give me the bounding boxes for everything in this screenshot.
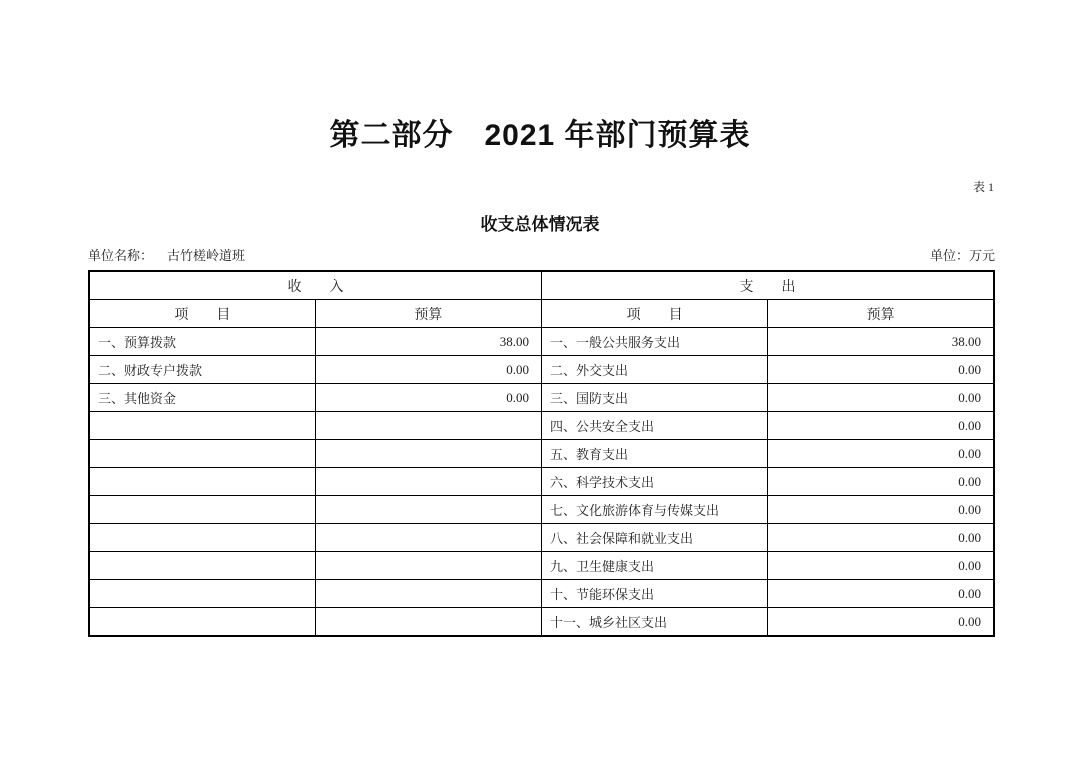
income-item-cell [89, 412, 315, 440]
table-number-label: 表 1 [972, 180, 994, 194]
table-row [89, 580, 994, 608]
unit-name-value: 古竹槎岭道班 [167, 248, 246, 263]
income-item-header: 项 目 [89, 300, 315, 328]
table-row [89, 468, 994, 496]
column-header-row [89, 300, 994, 328]
table-row [89, 608, 994, 637]
income-item-cell: 二、财政专户拨款 [89, 356, 315, 384]
income-budget-cell [315, 496, 541, 524]
expense-item-cell: 八、社会保障和就业支出 [542, 524, 768, 552]
expense-item-cell: 一、一般公共服务支出 [542, 328, 768, 356]
section-header-row [89, 271, 994, 300]
income-budget-cell [315, 524, 541, 552]
income-budget-cell: 0.00 [315, 356, 541, 384]
expense-item-cell: 五、教育支出 [542, 440, 768, 468]
expense-item-cell: 四、公共安全支出 [542, 412, 768, 440]
income-budget-cell [315, 552, 541, 580]
income-item-cell: 三、其他资金 [89, 384, 315, 412]
income-item-cell [89, 608, 315, 637]
expense-item-cell: 十一、城乡社区支出 [542, 608, 768, 637]
budget-table-body [89, 328, 994, 637]
table-row [89, 356, 994, 384]
income-item-cell [89, 552, 315, 580]
page-title: 第二部分 2021 年部门预算表 [329, 119, 751, 152]
table-title: 收支总体情况表 [480, 215, 600, 234]
table-meta-row [88, 245, 995, 264]
unit-name-label: 单位名称： [88, 248, 154, 263]
income-budget-cell [315, 608, 541, 637]
table-row [89, 412, 994, 440]
income-budget-cell [315, 440, 541, 468]
income-item-cell [89, 440, 315, 468]
income-budget-cell: 0.00 [315, 384, 541, 412]
table-row [89, 496, 994, 524]
expense-budget-cell: 0.00 [768, 440, 994, 468]
expense-budget-cell: 0.00 [768, 580, 994, 608]
expense-budget-cell: 0.00 [768, 412, 994, 440]
currency-unit-label: 单位：万元 [929, 248, 995, 263]
unit-name [88, 245, 245, 264]
expense-budget-cell: 0.00 [768, 552, 994, 580]
income-budget-cell: 38.00 [315, 328, 541, 356]
income-section-header: 收 入 [89, 271, 542, 300]
income-item-cell [89, 580, 315, 608]
income-budget-header: 预算 [315, 300, 541, 328]
expense-budget-cell: 0.00 [768, 496, 994, 524]
table-row [89, 328, 994, 356]
income-item-cell [89, 524, 315, 552]
expense-item-cell: 三、国防支出 [542, 384, 768, 412]
expense-budget-cell: 38.00 [768, 328, 994, 356]
expense-item-cell: 二、外交支出 [542, 356, 768, 384]
expense-item-cell: 六、科学技术支出 [542, 468, 768, 496]
income-budget-cell [315, 580, 541, 608]
table-row [89, 552, 994, 580]
expense-budget-header: 预算 [768, 300, 994, 328]
expense-item-cell: 十、节能环保支出 [542, 580, 768, 608]
income-item-cell [89, 496, 315, 524]
income-item-cell: 一、预算拨款 [89, 328, 315, 356]
income-budget-cell [315, 468, 541, 496]
expense-budget-cell: 0.00 [768, 468, 994, 496]
expense-budget-cell: 0.00 [768, 384, 994, 412]
expense-item-cell: 九、卫生健康支出 [542, 552, 768, 580]
table-row [89, 440, 994, 468]
table-row [89, 524, 994, 552]
expense-section-header: 支 出 [542, 271, 995, 300]
expense-item-header: 项 目 [542, 300, 768, 328]
expense-budget-cell: 0.00 [768, 356, 994, 384]
expense-budget-cell: 0.00 [768, 608, 994, 637]
expense-item-cell: 七、文化旅游体育与传媒支出 [542, 496, 768, 524]
income-item-cell [89, 468, 315, 496]
expense-budget-cell: 0.00 [768, 524, 994, 552]
table-row [89, 384, 994, 412]
budget-table [88, 270, 995, 637]
income-budget-cell [315, 412, 541, 440]
